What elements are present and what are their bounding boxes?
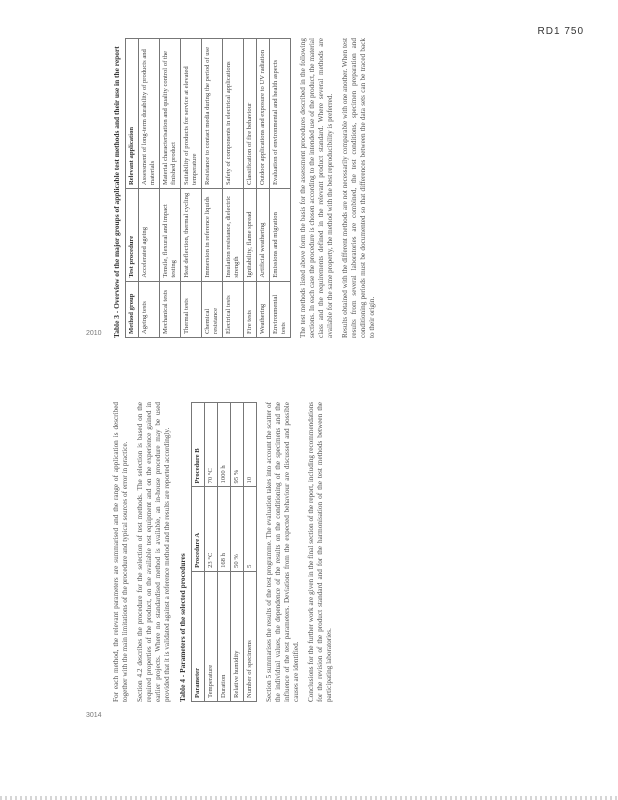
paragraph: For each method, the relevant parameters are summarised and the range of application is described together with the main limitations of the procedure and typical sources of error in practice.	[112, 402, 129, 702]
table-cell: Chemical resistance	[202, 281, 223, 337]
table-cell: Environmental tests	[270, 281, 291, 337]
table-cell: Outdoor applications and exposure to UV radiation	[257, 39, 270, 189]
table-row	[205, 403, 218, 702]
table-cell: Thermal tests	[181, 281, 202, 337]
paragraph: The test methods listed above form the basis for the assessment procedures described in the following sections. In each case the procedure is chosen according to the intended use of the product, the material class and the requirements defined in the relevant product standard. Where several methods are available for the same property, the method with the best reproducibility is preferred.	[299, 38, 334, 338]
table-row	[223, 39, 244, 338]
left-column	[112, 402, 612, 702]
table-cell: 50 %	[231, 487, 244, 571]
paragraph: Results obtained with the different methods are not necessarily comparable with one another. When test results from several laboratories are combined, the test conditions, specimen preparation and conditioning periods must be documented so that differences between the data sets can be traced back to their origin.	[341, 38, 376, 338]
table-header: Method group	[126, 281, 139, 337]
paragraph: Section 5 summarises the results of the test programme. The evaluation takes into account the scatter of the individual values, the dependence of the results on the conditioning of the specimens and the influence of the test parameters. Deviations from the expected behaviour are discussed and possible causes are identified.	[265, 402, 300, 702]
margin-mark-1: 2010	[86, 330, 102, 337]
table-cell: Artificial weathering	[257, 189, 270, 282]
table-cell: Ageing tests	[139, 281, 160, 337]
table-cell: Immersion in reference liquids	[202, 189, 223, 282]
table-cell: Evaluation of environmental and health aspects	[270, 39, 291, 189]
paragraph: Section 4.2 describes the procedure for the selection of test methods. The selection is based on the required properties of the product, on the available test equipment and on the experience gained in earlier projects. Where no standardised method is available, an in-house procedure may be used provided that it is validated against a reference method and the results are reported accordingly.	[136, 402, 171, 702]
table-cell: Fire tests	[244, 281, 257, 337]
margin-mark-2: 3014	[86, 712, 102, 719]
table-cell: Heat deflection, thermal cycling	[181, 189, 202, 282]
table-cell: 1000 h	[218, 403, 231, 487]
table-cell: Material characterisation and quality control of the finished product	[160, 39, 181, 189]
table-3	[125, 38, 291, 338]
table-4	[191, 402, 257, 702]
table-cell: Resistance to contact media during the period of use	[202, 39, 223, 189]
right-column	[112, 38, 612, 338]
table-cell: Temperature	[205, 571, 218, 701]
table-row	[202, 39, 223, 338]
table-row	[244, 39, 257, 338]
table-cell: Emissions and migration	[270, 189, 291, 282]
table-header: Test procedure	[126, 189, 139, 282]
table-cell: Ignitability, flame spread	[244, 189, 257, 282]
table-cell: 168 h	[218, 487, 231, 571]
table-4-caption: Table 4 - Parameters of the selected procedures	[178, 553, 187, 702]
table-row	[231, 403, 244, 702]
table-row	[160, 39, 181, 338]
table-cell: Mechanical tests	[160, 281, 181, 337]
table-cell: Suitability of products for service at elevated temperature	[181, 39, 202, 189]
table-row	[181, 39, 202, 338]
table-cell: Assessment of long-term durability of products and materials	[139, 39, 160, 189]
table-cell: Weathering	[257, 281, 270, 337]
table-row	[139, 39, 160, 338]
table-cell: 5	[244, 487, 257, 571]
table-row	[218, 403, 231, 702]
table-cell: Safety of components in electrical applications	[223, 39, 244, 189]
table-header: Procedure A	[192, 487, 205, 571]
table-cell: 70 °C	[205, 403, 218, 487]
table-3-caption: Table 3 - Overview of the major groups of applicable test methods and their use in the report	[112, 46, 121, 338]
table-cell: Electrical tests	[223, 281, 244, 337]
table-header: Relevant application	[126, 39, 139, 189]
table-header: Parameter	[192, 571, 205, 701]
table-header: Procedure B	[192, 403, 205, 487]
scan-edge	[0, 796, 618, 800]
table-row	[244, 403, 257, 702]
table-cell: Number of specimens	[244, 571, 257, 701]
table-cell: 23 °C	[205, 487, 218, 571]
table-cell: Accelerated ageing	[139, 189, 160, 282]
table-cell: Duration	[218, 571, 231, 701]
paragraph: Conclusions for the further work are given in the final section of the report, including recommendations for the revision of the product standard and for the harmonisation of the test methods between the participating laboratories.	[307, 402, 333, 702]
table-cell: 95 %	[231, 403, 244, 487]
table-cell: Tensile, flexural and impact testing	[160, 189, 181, 282]
table-cell: Insulation resistance, dielectric strength	[223, 189, 244, 282]
table-cell: Classification of fire behaviour	[244, 39, 257, 189]
table-row	[270, 39, 291, 338]
table-cell: Relative humidity	[231, 571, 244, 701]
page-id: RD1 750	[537, 26, 584, 37]
table-cell: 10	[244, 403, 257, 487]
table-row	[257, 39, 270, 338]
